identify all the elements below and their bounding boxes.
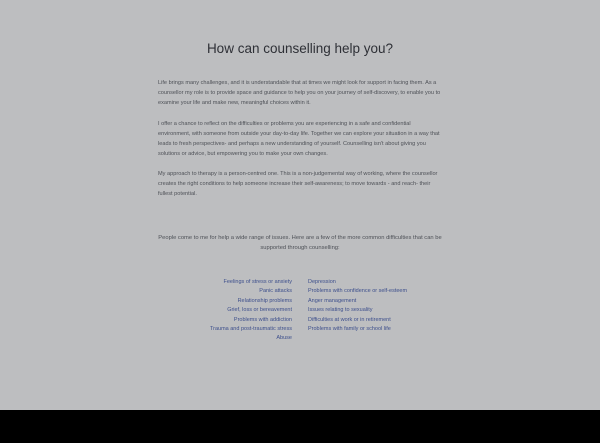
- issues-intro: People come to me for help a wide range of issues. Here are a few of the more common difficulties that can be supported through counselling:: [158, 235, 442, 251]
- page-title: How can counselling help you?: [206, 41, 394, 56]
- intro-paragraph-3: My approach to therapy is a person-centred one. This is a non-judgemental way of working, where the counsellor creates the right conditions to help someone increase their self-awareness; to move towards - and reach- their fullest potential.: [158, 171, 438, 197]
- issue-link-abuse[interactable]: Abuse: [276, 335, 292, 342]
- issues-list-right: [308, 278, 458, 334]
- intro-paragraph-2: I offer a chance to reflect on the difficulties or problems you are experiencing in a safe and confidential environment, with someone from outside your day-to-day life. Together we can explore your situation in a way that leads to fresh perspectives- and perhaps a new understanding of yourself. Counselling isn't about giving you solutions or advice, but empowering you to make your own changes.: [158, 121, 440, 157]
- issue-link-depression[interactable]: Depression: [308, 279, 336, 285]
- intro-paragraph-1: Life brings many challenges, and it is understandable that at times we might look for support in facing them. As a counsellor my role is to provide space and guidance to help you on your journey of self-discovery, to enable you to examine your life and make new, meaningful choices within it.: [158, 80, 441, 106]
- issue-link-addiction[interactable]: Problems with addiction: [233, 316, 292, 323]
- issue-link-relationship-problems[interactable]: Relationship problems: [237, 297, 292, 304]
- issue-link-confidence[interactable]: Problems with confidence or self-esteem: [308, 288, 408, 295]
- footer-bar: [0, 410, 600, 443]
- issue-link-anger[interactable]: Anger management: [308, 297, 357, 304]
- issue-link-trauma[interactable]: Trauma and post-traumatic stress: [209, 326, 292, 333]
- issue-link-stress-anxiety[interactable]: Feelings of stress or anxiety: [223, 279, 292, 285]
- issue-link-sexuality[interactable]: Issues relating to sexuality: [308, 307, 373, 314]
- issue-link-work-retirement[interactable]: Difficulties at work or in retirement: [308, 316, 391, 323]
- issue-link-panic-attacks[interactable]: Panic attacks: [259, 288, 292, 295]
- issue-link-grief-loss[interactable]: Grief, loss or bereavement: [227, 307, 292, 314]
- issue-link-family-school[interactable]: Problems with family or school life: [308, 326, 391, 333]
- issues-list-left: [170, 278, 292, 344]
